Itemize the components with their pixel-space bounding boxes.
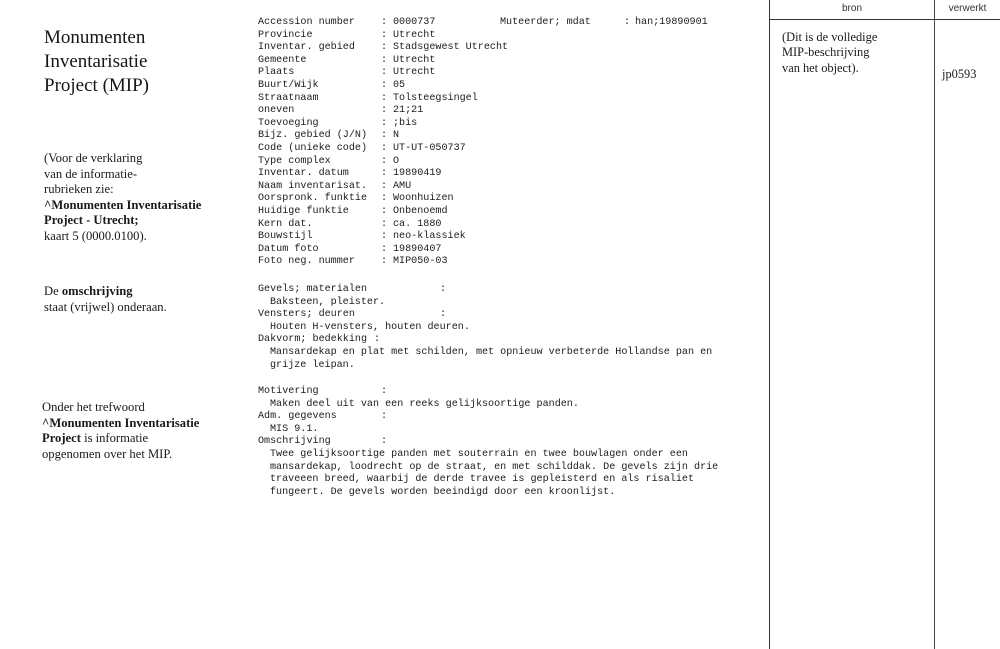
field-separator: : — [381, 193, 388, 205]
field-heading: Gevels; materialen : — [258, 284, 447, 295]
field-label: Huidige funktie — [258, 205, 349, 217]
field-text: mansardekap, loodrecht op de straat, en met schilddak. De gevels zijn drie — [270, 461, 719, 473]
field-text: Baksteen, pleister. — [270, 296, 386, 308]
column-divider — [769, 0, 770, 649]
field-value: 21;21 — [393, 105, 424, 117]
field-label: Bouwstijl — [258, 231, 313, 243]
record-field-row — [258, 55, 768, 68]
note-bold: omschrijving — [61, 284, 133, 298]
field-separator: : — [381, 42, 388, 54]
record-fields — [258, 17, 768, 269]
record-field-row — [258, 168, 768, 181]
field-label: Code (unieke code) — [258, 142, 368, 154]
field-value: N — [393, 130, 400, 142]
field-separator: : — [381, 29, 388, 41]
field-heading: Motivering : — [258, 386, 388, 397]
field-label: oneven — [258, 105, 295, 117]
field-separator: : — [381, 180, 388, 192]
field-value: neo-klassiek — [393, 231, 466, 243]
title-line: Project (MIP) — [44, 75, 150, 96]
field-label: Gemeente — [258, 54, 307, 66]
record-field-row — [258, 105, 768, 118]
keyword-text: Project — [42, 431, 81, 446]
field-separator: : — [381, 256, 388, 268]
field-separator: : — [381, 155, 388, 167]
field-label: Provincie — [258, 29, 313, 41]
field-text: traveeen breed, waarbij de derde travee is gepleisterd en als risaliet — [270, 474, 695, 486]
note-line — [44, 284, 244, 300]
field-label: Buurt/Wijk — [258, 79, 319, 91]
note-line: (Voor de verklaring — [44, 151, 143, 165]
record-field-row — [258, 118, 768, 131]
header-divider — [769, 19, 1000, 20]
field-value: 19890419 — [393, 168, 442, 180]
field-value: ca. 1880 — [393, 218, 442, 230]
keyword-text: ^Monumenten Inventarisatie — [42, 415, 200, 430]
field-value: 05 — [393, 79, 406, 91]
field-value: UT-UT-050737 — [393, 142, 466, 154]
mutator-label: Muteerder; mdat — [500, 17, 591, 28]
note-line: kaart 5 (0000.0100). — [44, 228, 147, 243]
field-label: Straatnaam — [258, 92, 319, 104]
field-value: Utrecht — [393, 29, 436, 41]
field-separator: : — [381, 92, 388, 104]
field-value: Stadsgewest Utrecht — [393, 42, 509, 54]
field-label: Bijz. gebied (J/N) — [258, 130, 368, 142]
field-text: Maken deel uit van een reeks gelijksoortige panden. — [270, 398, 579, 410]
bron-line: MIP-beschrijving — [782, 45, 870, 60]
record-field-row — [258, 231, 768, 244]
field-separator: : — [381, 243, 388, 255]
note-line: staat (vrijwel) onderaan. — [44, 299, 167, 314]
record-field-row — [258, 130, 768, 143]
bron-line: van het object). — [782, 60, 859, 75]
record-field-row — [258, 156, 768, 169]
bron-header: bron — [841, 3, 862, 14]
field-value: MIP050-03 — [393, 256, 448, 268]
field-separator: : — [381, 105, 388, 117]
field-label: Kern dat. — [258, 218, 313, 230]
note-line — [44, 198, 244, 214]
document-title — [44, 26, 244, 98]
field-label: Accession number — [258, 17, 355, 28]
note-line: van de informatie- — [44, 166, 138, 181]
verwerkt-code: jp0593 — [942, 67, 977, 81]
note-line: opgenomen over het MIP. — [42, 446, 173, 461]
field-label: Inventar. gebied — [258, 42, 355, 54]
column-divider — [934, 0, 935, 649]
field-separator: : — [381, 130, 388, 142]
record-field-row — [258, 219, 768, 232]
field-value: Onbenoemd — [393, 205, 448, 217]
note-line: Onder het trefwoord — [42, 400, 145, 414]
field-value: 19890407 — [393, 243, 442, 255]
field-separator: : — [381, 67, 388, 79]
field-separator: : — [381, 117, 388, 129]
record-field-row — [258, 30, 768, 43]
field-text: MIS 9.1. — [270, 423, 319, 435]
field-heading: Omschrijving : — [258, 436, 388, 448]
record-field-row — [258, 67, 768, 80]
record-field-row — [258, 143, 768, 156]
field-value: Utrecht — [393, 67, 436, 79]
note-line — [44, 213, 244, 229]
material-description — [258, 284, 712, 372]
title-line: Monumenten — [44, 27, 146, 48]
keyword-note — [42, 400, 242, 462]
field-value: Utrecht — [393, 54, 436, 66]
field-heading: Vensters; deuren : — [258, 309, 447, 321]
explanation-note — [44, 151, 244, 245]
verwerkt-header: verwerkt — [948, 3, 987, 14]
field-separator: : — [381, 54, 388, 66]
field-label: Toevoeging — [258, 117, 319, 129]
field-text: Houten H-vensters, houten deuren. — [270, 321, 470, 333]
field-heading: Dakvorm; bedekking : — [258, 334, 381, 346]
record-field-row — [258, 256, 768, 269]
note-line — [42, 416, 242, 432]
field-label: Foto neg. nummer — [258, 256, 355, 268]
field-text: grijze leipan. — [270, 359, 355, 371]
title-line: Inventarisatie — [44, 51, 148, 72]
field-separator: : — [381, 79, 388, 91]
record-field-row — [258, 93, 768, 106]
record-field-row — [258, 17, 768, 30]
field-label: Naam inventarisat. — [258, 180, 368, 192]
field-label: Type complex — [258, 155, 331, 167]
note-text: De — [44, 284, 62, 298]
field-heading: Adm. gegevens : — [258, 411, 388, 423]
note-line — [42, 431, 242, 447]
field-value: Woonhuizen — [393, 193, 454, 205]
field-separator: : — [624, 17, 631, 28]
field-label: Inventar. datum — [258, 168, 349, 180]
field-value: 0000737 — [393, 17, 436, 28]
field-text: Twee gelijksoortige panden met souterrain en twee bouwlagen onder een — [270, 448, 688, 460]
motivation-description — [258, 386, 718, 499]
field-label: Datum foto — [258, 243, 319, 255]
field-separator: : — [381, 205, 388, 217]
field-separator: : — [381, 168, 388, 180]
record-field-row — [258, 244, 768, 257]
note-line: rubrieken zie: — [44, 182, 114, 197]
reference-link-text: Project - Utrecht; — [44, 213, 139, 228]
field-label: Oorspronk. funktie — [258, 193, 368, 205]
field-separator: : — [381, 17, 388, 28]
mutator-value: han;19890901 — [635, 17, 708, 28]
note-text: is informatie — [80, 431, 149, 446]
record-field-row — [258, 193, 768, 206]
field-separator: : — [381, 218, 388, 230]
record-field-row — [258, 181, 768, 194]
description-location-note — [44, 284, 244, 315]
record-field-row — [258, 80, 768, 93]
field-label: Plaats — [258, 67, 295, 79]
field-separator: : — [381, 231, 388, 243]
reference-link-text: ^Monumenten Inventarisatie — [44, 197, 202, 212]
bron-note — [782, 30, 932, 76]
field-separator: : — [381, 142, 388, 154]
field-value: O — [393, 155, 400, 167]
field-text: Mansardekap en plat met schilden, met opnieuw verbeterde Hollandse pan en — [270, 346, 713, 358]
bron-line: (Dit is de volledige — [782, 30, 878, 44]
field-value: ;bis — [393, 117, 418, 129]
field-value: Tolsteegsingel — [393, 92, 478, 104]
record-field-row — [258, 42, 768, 55]
field-text: fungeert. De gevels worden beeindigd door een kroonlijst. — [270, 486, 616, 498]
field-value: AMU — [393, 180, 412, 192]
record-field-row — [258, 206, 768, 219]
